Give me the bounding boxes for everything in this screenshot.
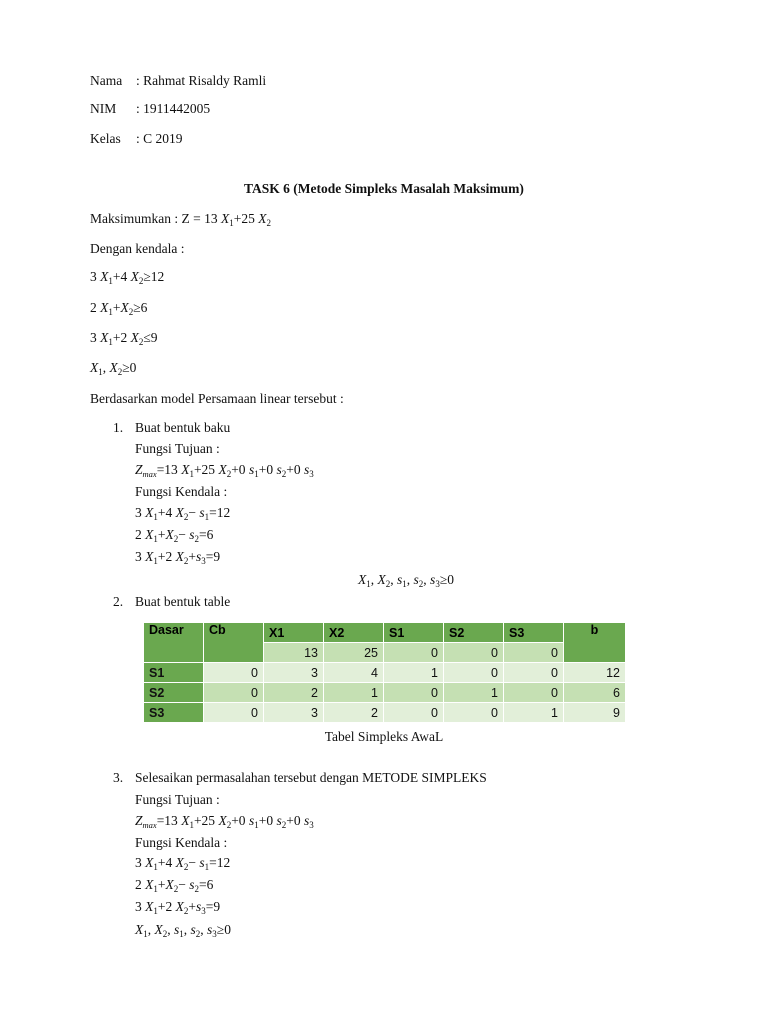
cell: 0 xyxy=(384,703,444,723)
step-2-number: 2. xyxy=(113,594,124,609)
name-value: : Rahmat Risaldy Ramli xyxy=(136,73,267,88)
step-3-fungsi-tujuan: Fungsi Tujuan : xyxy=(135,792,220,807)
coef-s2: 0 xyxy=(444,643,504,663)
kelas-value: : C 2019 xyxy=(136,131,183,146)
step-1-number: 1. xyxy=(113,420,124,435)
step-2-label: Buat bentuk table xyxy=(135,594,231,609)
cell: 1 xyxy=(444,683,504,703)
header-s3: S3 xyxy=(504,623,564,643)
header-x2: X2 xyxy=(324,623,384,643)
table-header-row xyxy=(144,623,626,643)
step-3-zmax: $Z_{max}=13$ $X_1+25$ $X_2+0$ $s_1+0$ $s_2+0$ $s_3$ xyxy=(135,813,314,830)
kelas-label: Kelas xyxy=(90,131,121,146)
header-cb: Cb xyxy=(204,623,264,663)
step-1-zmax: $Z_{max}=13$ $X_1+25$ $X_2+0$ $s_1+0$ $s_2+0$ $s_3$ xyxy=(135,462,314,479)
header-x1: X1 xyxy=(264,623,324,643)
cell: 12 xyxy=(564,663,626,683)
cell: 1 xyxy=(384,663,444,683)
step-1-eq-2: 2 $X_1+X_2- s_2=6$ xyxy=(135,527,214,544)
cell: 2 xyxy=(264,683,324,703)
cell: 4 xyxy=(324,663,384,683)
cell: 0 xyxy=(444,703,504,723)
cell: 0 xyxy=(444,663,504,683)
header-b: b xyxy=(564,623,626,663)
table-row xyxy=(144,683,626,703)
nim-value: : 1911442005 xyxy=(136,101,211,116)
cell: 0 xyxy=(504,683,564,703)
name-label: Nama xyxy=(90,73,123,88)
objective-equation: 13 $X_1+25$ $X_2$ xyxy=(204,211,271,228)
step-3-eq-2: 2 $X_1+X_2- s_2=6$ xyxy=(135,877,214,894)
coef-x2: 25 xyxy=(324,643,384,663)
cell: 3 xyxy=(264,703,324,723)
step-1-eq-1: 3 $X_1+4$ $X_2- s_1=12$ xyxy=(135,505,231,522)
row-basis: S1 xyxy=(144,663,204,683)
cell: 1 xyxy=(324,683,384,703)
model-intro: Berdasarkan model Persamaan linear tersebut : xyxy=(90,391,344,406)
cell: 9 xyxy=(564,703,626,723)
step-3-number: 3. xyxy=(113,770,124,785)
step-1-fungsi-kendala: Fungsi Kendala : xyxy=(135,484,228,499)
cell: 0 xyxy=(204,703,264,723)
objective-prefix: Maksimumkan : Z = xyxy=(90,211,201,226)
step-1-label: Buat bentuk baku xyxy=(135,420,231,435)
constraint-1: 3 $X_1+4$ $X_2\ge 12$ xyxy=(90,269,165,286)
identity-kelas xyxy=(90,131,183,147)
coef-x1: 13 xyxy=(264,643,324,663)
header-s2: S2 xyxy=(444,623,504,643)
objective-line xyxy=(90,211,271,231)
step-3-label: Selesaikan permasalahan tersebut dengan METODE SIMPLEKS xyxy=(135,770,487,785)
step-1-nonnegativity: $X_1$, $X_2$, $s_1$, $s_2$, $s_3\ge 0$ xyxy=(358,572,454,589)
identity-name xyxy=(90,73,266,89)
cell: 1 xyxy=(504,703,564,723)
table-row xyxy=(144,703,626,723)
cell: 2 xyxy=(324,703,384,723)
cell: 0 xyxy=(504,663,564,683)
header-dasar: Dasar xyxy=(144,623,204,663)
cell: 0 xyxy=(204,663,264,683)
cell: 3 xyxy=(264,663,324,683)
constraint-3: 3 $X_1+2$ $X_2\le 9$ xyxy=(90,330,158,347)
nonnegativity: $X_1$, $X_2\ge 0$ xyxy=(90,360,137,377)
cell: 0 xyxy=(384,683,444,703)
table-caption: Tabel Simpleks AwaL xyxy=(324,729,444,744)
coef-s1: 0 xyxy=(384,643,444,663)
row-basis: S3 xyxy=(144,703,204,723)
step-3-eq-3: 3 $X_1+2$ $X_2+s_3=9$ xyxy=(135,899,221,916)
row-basis: S2 xyxy=(144,683,204,703)
nim-label: NIM xyxy=(90,101,117,116)
step-3-eq-1: 3 $X_1+4$ $X_2- s_1=12$ xyxy=(135,855,231,872)
step-1-fungsi-tujuan: Fungsi Tujuan : xyxy=(135,441,220,456)
simplex-table xyxy=(143,622,626,723)
step-3-fungsi-kendala: Fungsi Kendala : xyxy=(135,835,228,850)
header-s1: S1 xyxy=(384,623,444,643)
table-row xyxy=(144,663,626,683)
identity-nim xyxy=(90,101,210,117)
step-1-eq-3: 3 $X_1+2$ $X_2+s_3=9$ xyxy=(135,549,221,566)
constraint-2: 2 $X_1+X_2\ge 6$ xyxy=(90,300,148,317)
cell: 0 xyxy=(204,683,264,703)
constraints-intro: Dengan kendala : xyxy=(90,241,185,256)
cell: 6 xyxy=(564,683,626,703)
page-title: TASK 6 (Metode Simpleks Masalah Maksimum) xyxy=(244,181,524,196)
coef-s3: 0 xyxy=(504,643,564,663)
step-3-nonnegativity: $X_1$, $X_2$, $s_1$, $s_2$, $s_3\ge 0$ xyxy=(135,922,231,939)
